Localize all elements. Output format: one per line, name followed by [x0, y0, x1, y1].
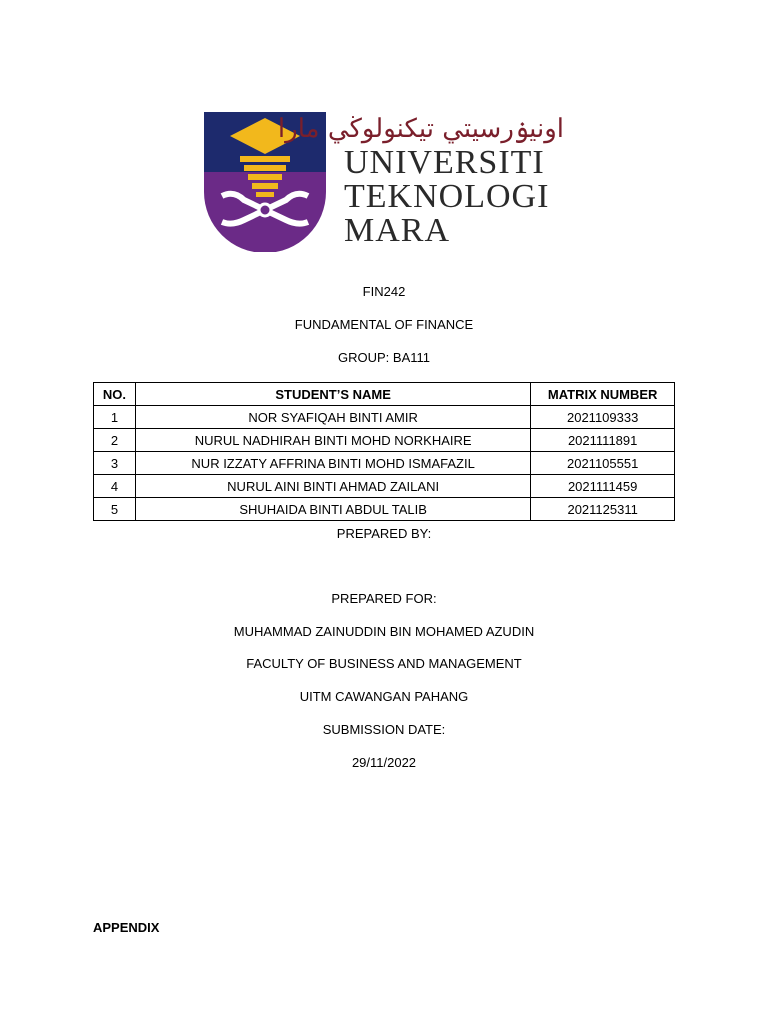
students-table — [93, 382, 675, 521]
submission-date: 29/11/2022 — [351, 755, 417, 770]
university-name — [344, 146, 549, 248]
prepared-by-label: PREPARED BY: — [336, 526, 432, 541]
row-no: 3 — [94, 452, 136, 475]
row-matrix-number: 2021105551 — [531, 452, 675, 475]
table-row — [94, 498, 675, 521]
row-no: 4 — [94, 475, 136, 498]
row-no: 5 — [94, 498, 136, 521]
row-student-name: NUR IZZATY AFFRINA BINTI MOHD ISMAFAZIL — [135, 452, 530, 475]
row-student-name: NURUL AINI BINTI AHMAD ZAILANI — [135, 475, 530, 498]
lecturer-name: MUHAMMAD ZAINUDDIN BIN MOHAMED AZUDIN — [233, 624, 535, 639]
university-name-line-3: MARA — [344, 212, 451, 249]
row-student-name: SHUHAIDA BINTI ABDUL TALIB — [135, 498, 530, 521]
row-matrix-number: 2021111891 — [531, 429, 675, 452]
jawi-university-name: اونيۏرسيتي تيكنولوڬي مارا — [277, 114, 564, 144]
header-no: NO. — [94, 383, 136, 406]
row-student-name: NOR SYAFIQAH BINTI AMIR — [135, 406, 530, 429]
appendix-heading: APPENDIX — [93, 920, 160, 935]
prepared-for-label: PREPARED FOR: — [331, 591, 437, 606]
table-row — [94, 475, 675, 498]
row-no: 2 — [94, 429, 136, 452]
row-matrix-number: 2021125311 — [531, 498, 675, 521]
row-student-name: NURUL NADHIRAH BINTI MOHD NORKHAIRE — [135, 429, 530, 452]
table-row — [94, 429, 675, 452]
header-student-name: STUDENT’S NAME — [135, 383, 530, 406]
table-header-row — [94, 383, 675, 406]
row-matrix-number: 2021111459 — [531, 475, 675, 498]
header-matrix-number: MATRIX NUMBER — [531, 383, 675, 406]
university-name-line-2: TEKNOLOGI — [344, 178, 550, 215]
university-name-line-1: UNIVERSITI — [344, 144, 545, 181]
university-logo — [204, 112, 564, 252]
row-no: 1 — [94, 406, 136, 429]
faculty-name: FACULTY OF BUSINESS AND MANAGEMENT — [246, 656, 522, 671]
table-row — [94, 406, 675, 429]
group-label: GROUP: BA111 — [338, 350, 430, 365]
submission-date-label: SUBMISSION DATE: — [322, 722, 446, 737]
course-name: FUNDAMENTAL OF FINANCE — [294, 317, 474, 332]
row-matrix-number: 2021109333 — [531, 406, 675, 429]
table-row — [94, 452, 675, 475]
campus-name: UITM CAWANGAN PAHANG — [299, 689, 469, 704]
course-code: FIN242 — [362, 284, 406, 299]
